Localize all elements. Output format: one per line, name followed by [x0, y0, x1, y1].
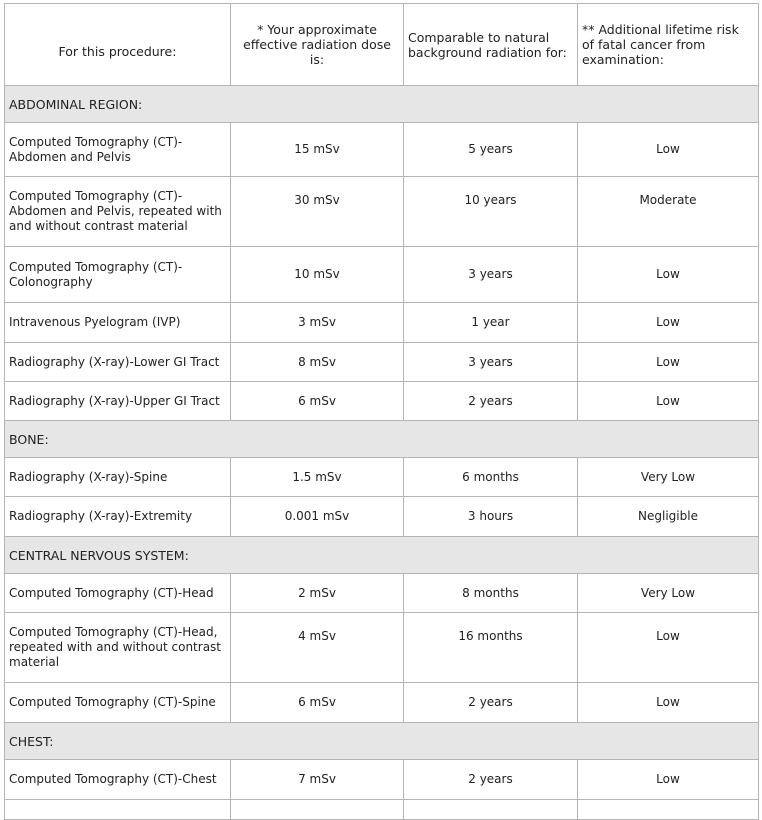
risk-cell: Very Low: [578, 574, 759, 613]
background-cell: 3 years: [404, 247, 578, 303]
dose-cell: 4 mSv: [231, 613, 404, 683]
section-row-bone: [5, 421, 759, 458]
background-cell: 2 years: [404, 382, 578, 421]
table-row: [5, 247, 759, 303]
procedure-cell: Computed Tomography (CT)-Head: [5, 574, 231, 613]
table-row: [5, 497, 759, 537]
background-cell: 16 months: [404, 613, 578, 683]
table-body: [5, 86, 759, 820]
header-procedure: For this procedure:: [5, 4, 231, 86]
section-row-chest: [5, 723, 759, 760]
procedure-cell: Intravenous Pyelogram (IVP): [5, 303, 231, 343]
dose-cell: 7 mSv: [231, 760, 404, 800]
header-dose: * Your approximate effective radiation dose is:: [231, 4, 404, 86]
background-cell: 5 years: [404, 123, 578, 177]
dose-cell: 0.001 mSv: [231, 497, 404, 537]
section-row-abdominal: [5, 86, 759, 123]
table-row: [5, 303, 759, 343]
procedure-cell: Radiography (X-ray)-Lower GI Tract: [5, 343, 231, 382]
background-cell: 6 months: [404, 458, 578, 497]
risk-cell: Moderate: [578, 177, 759, 247]
section-title: ABDOMINAL REGION:: [5, 86, 759, 123]
risk-cell: Negligible: [578, 497, 759, 537]
procedure-cell: Computed Tomography (CT)-Chest: [5, 760, 231, 800]
background-cell: 8 months: [404, 574, 578, 613]
dose-cell: 30 mSv: [231, 177, 404, 247]
risk-cell: Low: [578, 303, 759, 343]
dose-cell: 1.5 mSv: [231, 458, 404, 497]
background-cell: 2 years: [404, 760, 578, 800]
procedure-cell: Computed Tomography (CT)-Abdomen and Pelvis: [5, 123, 231, 177]
procedure-cell: Radiography (X-ray)-Spine: [5, 458, 231, 497]
risk-cell: Low: [578, 613, 759, 683]
dose-cell: 6 mSv: [231, 683, 404, 723]
radiation-dose-table: [4, 3, 759, 820]
table-row: [5, 683, 759, 723]
risk-cell: Low: [578, 247, 759, 303]
procedure-cell: Computed Tomography (CT)-Spine: [5, 683, 231, 723]
background-cell: 3 years: [404, 343, 578, 382]
table-row: [5, 613, 759, 683]
procedure-cell: Radiography (X-ray)-Upper GI Tract: [5, 382, 231, 421]
table-row: [5, 574, 759, 613]
section-title: CENTRAL NERVOUS SYSTEM:: [5, 537, 759, 574]
table-header-row: [5, 4, 759, 86]
table-row: [5, 760, 759, 800]
risk-cell: Very Low: [578, 458, 759, 497]
dose-cell: 2 mSv: [231, 574, 404, 613]
procedure-cell: Computed Tomography (CT)-Abdomen and Pelvis, repeated with and without contrast material: [5, 177, 231, 247]
table-row: [5, 177, 759, 247]
header-background: Comparable to natural background radiation for:: [404, 4, 578, 86]
table-row: [5, 123, 759, 177]
dose-cell: 15 mSv: [231, 123, 404, 177]
dose-cell: 10 mSv: [231, 247, 404, 303]
risk-cell: Low: [578, 382, 759, 421]
procedure-cell: Radiography (X-ray)-Extremity: [5, 497, 231, 537]
section-title: BONE:: [5, 421, 759, 458]
table-row: [5, 343, 759, 382]
background-cell: 2 years: [404, 683, 578, 723]
background-cell: 3 hours: [404, 497, 578, 537]
dose-cell: 6 mSv: [231, 382, 404, 421]
dose-cell: 3 mSv: [231, 303, 404, 343]
risk-cell: Low: [578, 683, 759, 723]
risk-cell: Low: [578, 343, 759, 382]
background-cell: 1 year: [404, 303, 578, 343]
procedure-cell: Computed Tomography (CT)-Head, repeated with and without contrast material: [5, 613, 231, 683]
section-title: CHEST:: [5, 723, 759, 760]
background-cell: 10 years: [404, 177, 578, 247]
section-row-cns: [5, 537, 759, 574]
header-risk: ** Additional lifetime risk of fatal cancer from examination:: [578, 4, 759, 86]
table-row: [5, 458, 759, 497]
procedure-cell: Computed Tomography (CT)-Colonography: [5, 247, 231, 303]
risk-cell: Low: [578, 760, 759, 800]
dose-cell: 8 mSv: [231, 343, 404, 382]
table-row: [5, 382, 759, 421]
risk-cell: Low: [578, 123, 759, 177]
